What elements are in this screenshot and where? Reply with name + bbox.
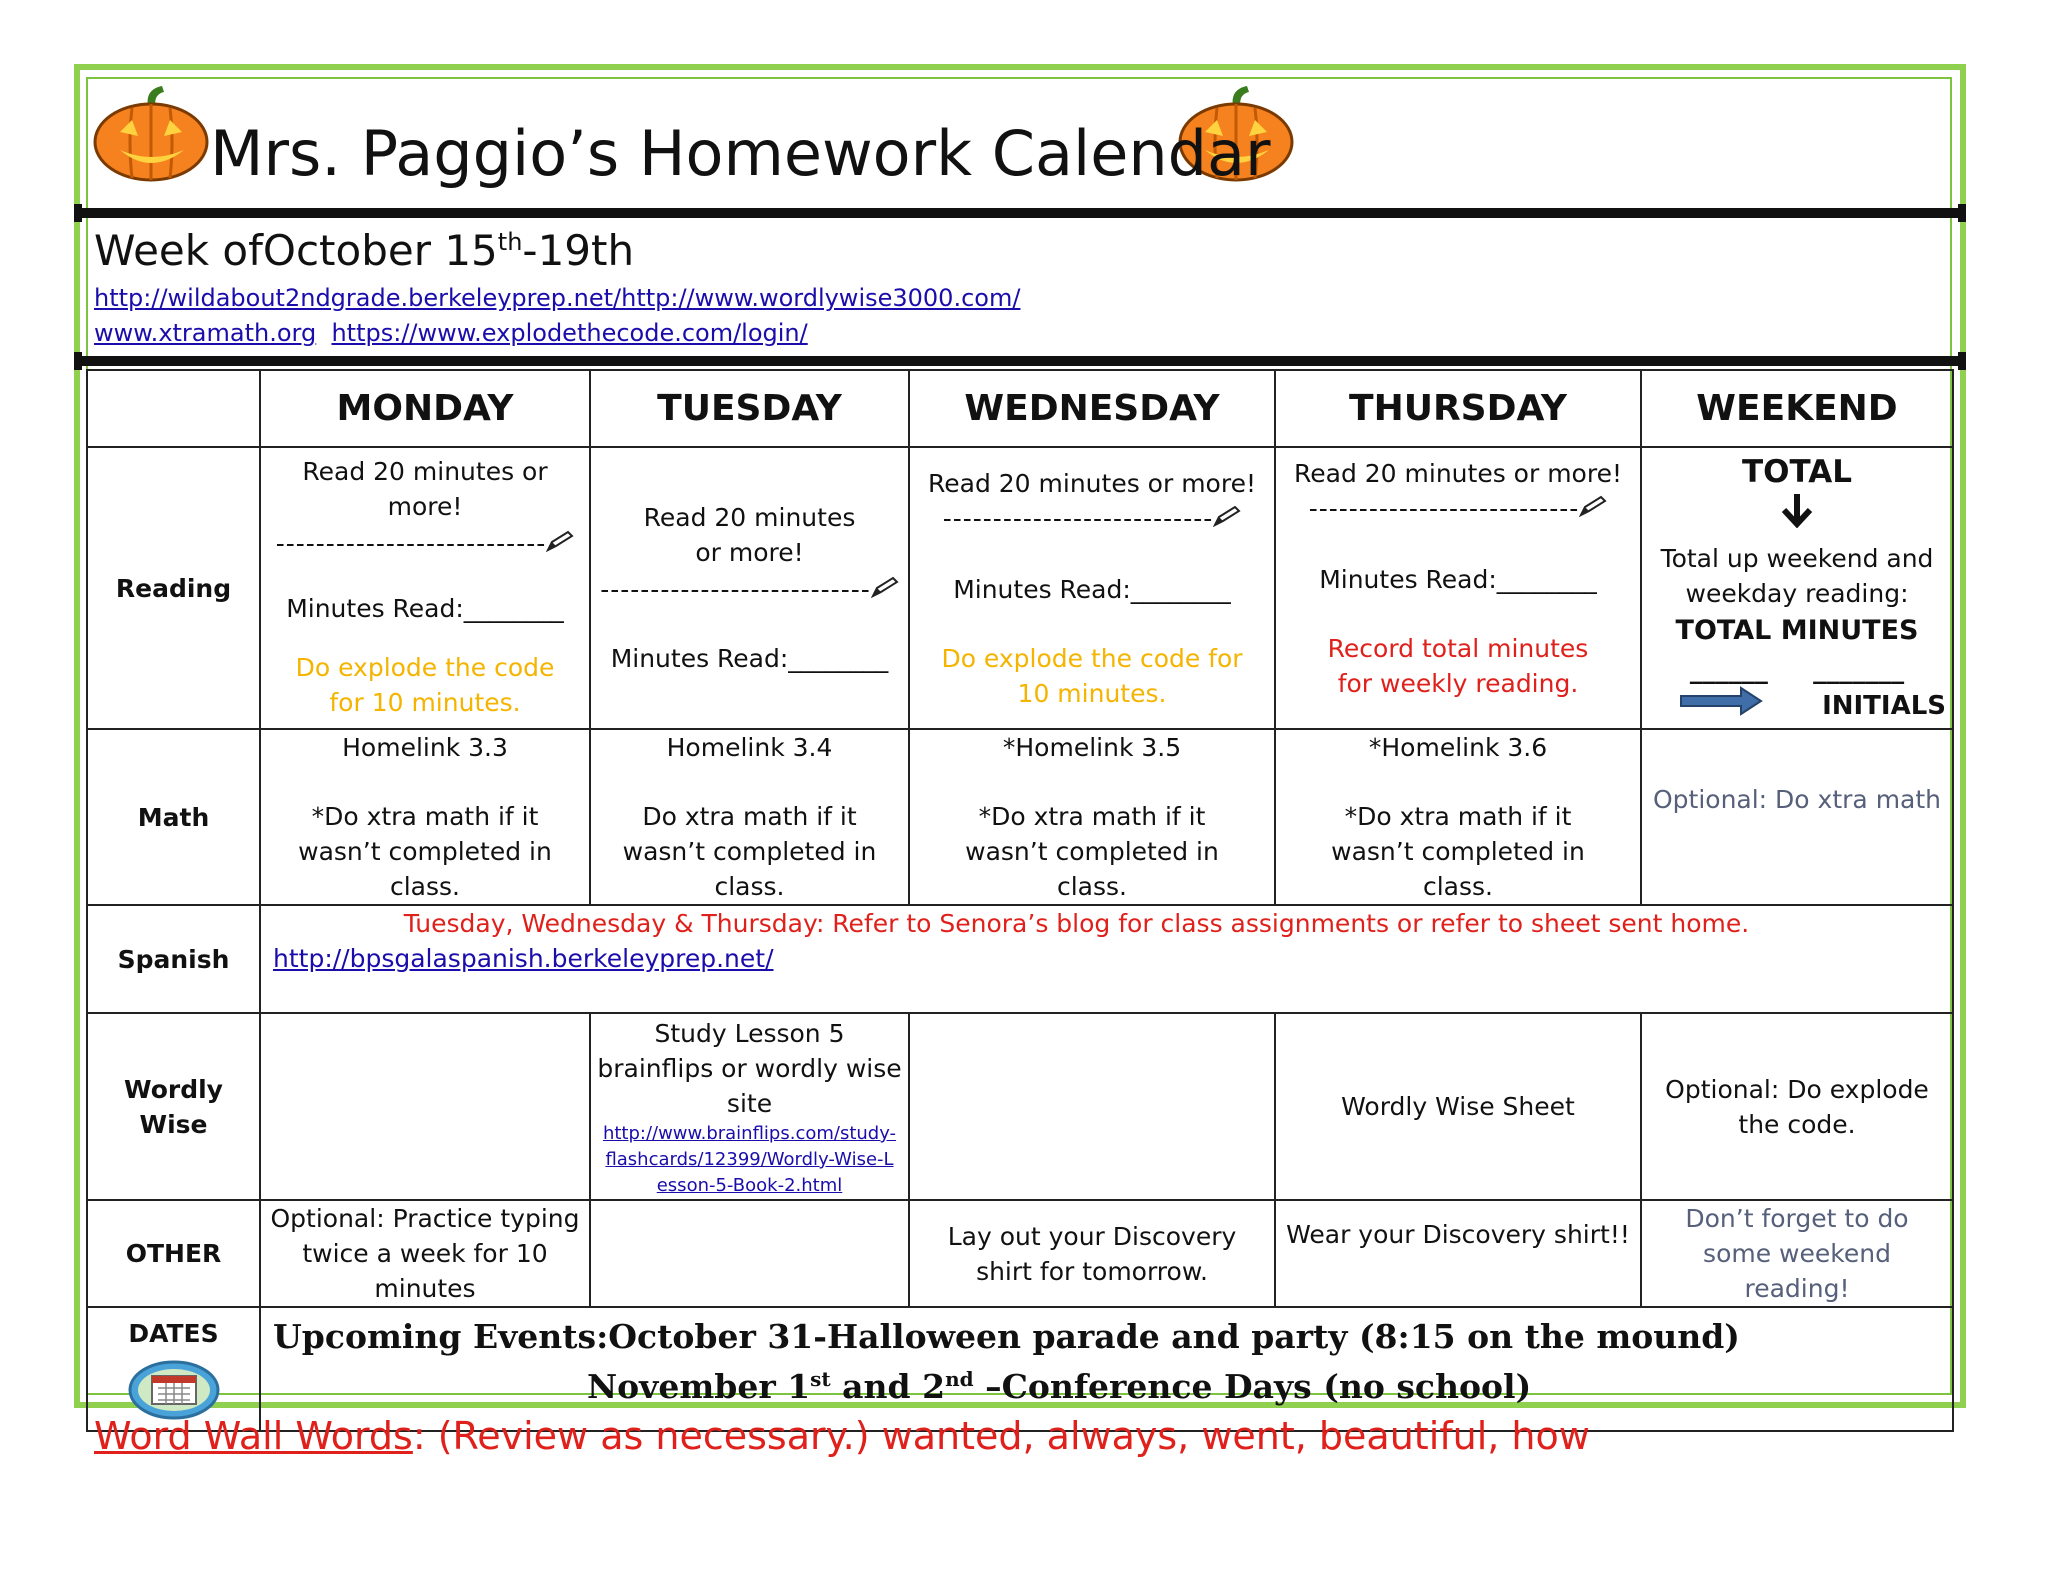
other-tuesday [590,1200,909,1307]
homelink: Homelink 3.4 [666,733,833,762]
dash-line [261,526,589,561]
math-tuesday [590,729,909,905]
reading-weekend [1641,447,1953,729]
pencil-icon [1213,505,1241,527]
week-suffix: -19th [522,226,635,275]
math-wednesday [909,729,1275,905]
row-label-wordly-2: Wise [139,1109,208,1139]
row-label-reading: Reading [87,447,260,729]
dash-line [910,501,1274,536]
math-monday [260,729,590,905]
other-monday: Optional: Practice typing twice a week for 10 minutes [260,1200,590,1307]
reading-tuesday [590,447,909,729]
math-note: *Do xtra math if it wasn’t completed in class. [1331,802,1585,901]
total-minutes-label: TOTAL MINUTES [1675,615,1919,646]
reading-row [87,447,1953,729]
blank-2: _______ [1813,655,1905,685]
week-heading [94,226,634,275]
reading-note: Record total minutes for weekly reading. [1327,634,1589,698]
row-label-wordly [87,1013,260,1200]
pencil-icon [1579,495,1607,517]
math-row [87,729,1953,905]
blanks [1642,655,1952,685]
divider-bar [74,208,1966,218]
reading-note: Do explode the code for 10 minutes. [295,653,555,717]
dates-row [87,1307,1953,1431]
minutes-read: Minutes Read:________ [953,575,1231,604]
conference-part-1: November 1 [587,1367,811,1406]
homelink: *Homelink 3.6 [1368,733,1548,762]
explodethecode-link[interactable]: https://www.explodethecode.com/login/ [331,319,808,347]
dash-text: --------------------------- [600,575,871,604]
reading-instruction: Read 20 minutes or more! [928,469,1256,498]
conference-days [261,1358,1952,1408]
reading-instruction: Read 20 minutes or more! [1294,459,1622,488]
weekend-reading-text: Total up weekend and weekday reading: [1660,544,1934,608]
dash-text: --------------------------- [1308,494,1580,523]
brainflips-link[interactable]: http://www.brainflips.com/study-flashcards/12399/Wordly-Wise-Lesson-5-Book-2.html [602,1123,897,1196]
reading-instruction: Read 20 minutes or more! [643,503,856,567]
word-wall [94,1414,1590,1458]
word-wall-label: Word Wall Words [94,1414,413,1458]
col-header-weekend: WEEKEND [1641,370,1953,447]
math-note: *Do xtra math if it wasn’t completed in class. [298,802,552,901]
upcoming-events: Upcoming Events:October 31-Halloween parade and party (8:15 on the mound) [273,1317,1740,1356]
reading-thursday [1275,447,1641,729]
col-header-thursday: THURSDAY [1275,370,1641,447]
homelink: *Homelink 3.5 [1002,733,1182,762]
blank-1: ______ [1689,655,1768,685]
word-wall-words: : (Review as necessary.) wanted, always, went, beautiful, how [412,1414,1590,1458]
row-label-other: OTHER [87,1200,260,1307]
row-label-spanish: Spanish [87,905,260,1013]
homework-table [86,369,1954,1432]
reading-instruction: Read 20 minutes or more! [302,457,548,521]
row-label-wordly-1: Wordly [124,1074,223,1104]
minutes-read: Minutes Read:________ [286,594,564,623]
calendar-icon [128,1356,220,1420]
dash-text: --------------------------- [942,504,1214,533]
col-header-wednesday: WEDNESDAY [909,370,1275,447]
week-date: October 15 [262,226,498,275]
page-title: Mrs. Paggio’s Homework Calendar [210,117,1271,190]
conference-part-2: and 2 [830,1367,946,1406]
conference-part-3: –Conference Days (no school) [973,1367,1532,1406]
homelink: Homelink 3.3 [342,733,508,762]
xtramath-link[interactable]: www.xtramath.org [94,319,317,347]
reading-wednesday [909,447,1275,729]
other-thursday: Wear your Discovery shirt!! [1275,1200,1641,1307]
wordly-monday [260,1013,590,1200]
row-label-dates [87,1307,260,1431]
math-note: Do xtra math if it wasn’t completed in class. [622,802,877,901]
math-note: *Do xtra math if it wasn’t completed in class. [965,802,1219,901]
links-line-2 [94,319,808,347]
other-wednesday: Lay out your Discovery shirt for tomorrow. [909,1200,1275,1307]
reading-monday [260,447,590,729]
conference-sup-2: nd [945,1367,974,1391]
wordly-thursday: Wordly Wise Sheet [1275,1013,1641,1200]
wordly-wednesday [909,1013,1275,1200]
down-arrow-icon [1780,492,1814,528]
spanish-note: Tuesday, Wednesday & Thursday: Refer to Senora’s blog for class assignments or refer to sheet sent home. [403,909,1750,938]
total-label: TOTAL [1742,454,1852,490]
dash-line [591,572,908,607]
pumpkin-icon [92,84,210,182]
spanish-cell [260,905,1953,1013]
wordly-row [87,1013,1953,1200]
pencil-icon [871,576,899,598]
wordly-note: Study Lesson 5 brainflips or wordly wise site [597,1019,902,1118]
math-weekend: Optional: Do xtra math [1641,729,1953,905]
links-line-1 [94,284,1020,312]
minutes-read: Minutes Read:________ [610,644,889,673]
math-thursday [1275,729,1641,905]
class-site-link[interactable]: http://wildabout2ndgrade.berkeleyprep.net/http://www.wordlywise3000.com/ [94,284,1021,312]
pencil-icon [546,530,574,552]
dash-line [1276,491,1640,526]
row-label-math: Math [87,729,260,905]
spanish-blog-link[interactable]: http://bpsgalaspanish.berkeleyprep.net/ [273,944,774,973]
conference-sup-1: st [810,1367,831,1391]
col-header-monday: MONDAY [260,370,590,447]
spanish-row [87,905,1953,1013]
week-prefix: Week of [94,226,263,275]
dates-label: DATES [128,1319,219,1348]
initials-label: INITIALS [1822,691,1946,721]
wordly-weekend: Optional: Do explode the code. [1641,1013,1953,1200]
divider-bar [74,356,1966,366]
week-sup: th [497,228,523,256]
dates-cell [260,1307,1953,1431]
corner-cell [87,370,260,447]
minutes-read: Minutes Read:________ [1319,565,1597,594]
header-row [87,370,1953,447]
other-row [87,1200,1953,1307]
other-weekend: Don’t forget to do some weekend reading! [1641,1200,1953,1307]
wordly-tuesday [590,1013,909,1200]
dash-text: --------------------------- [275,529,547,558]
reading-note: Do explode the code for 10 minutes. [941,644,1243,708]
col-header-tuesday: TUESDAY [590,370,909,447]
